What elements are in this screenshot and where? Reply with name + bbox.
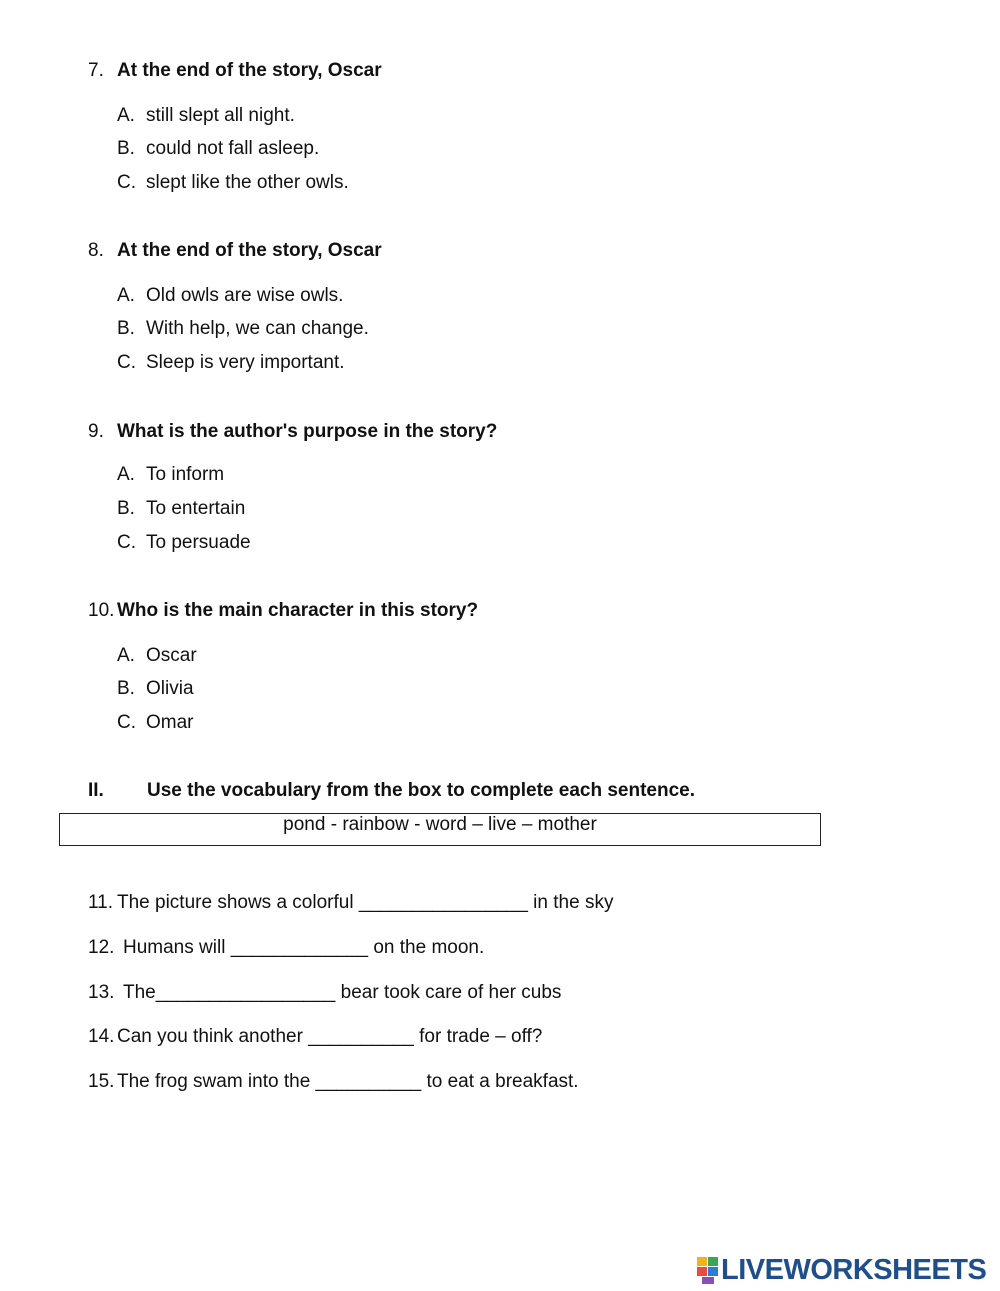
- question-9-number: 9.: [88, 421, 104, 442]
- sentence-12-number: 12.: [88, 937, 115, 958]
- question-10-number: 10.: [88, 600, 115, 621]
- q7-option-c[interactable]: slept like the other owls.: [146, 172, 349, 193]
- question-9-text: What is the author's purpose in the story?: [117, 421, 498, 442]
- q7-option-b[interactable]: could not fall asleep.: [146, 138, 320, 159]
- sentence-12-text[interactable]: Humans will _____________ on the moon.: [123, 937, 485, 958]
- sentence-11-number: 11.: [88, 892, 114, 913]
- q8-option-b-letter: B.: [117, 318, 135, 339]
- section-2-title: Use the vocabulary from the box to complete each sentence.: [147, 780, 695, 801]
- q10-option-c[interactable]: Omar: [146, 712, 194, 733]
- q8-option-a[interactable]: Old owls are wise owls.: [146, 285, 344, 306]
- q10-option-c-letter: C.: [117, 712, 136, 733]
- sentence-14-number: 14.: [88, 1026, 115, 1047]
- q10-option-b[interactable]: Olivia: [146, 678, 194, 699]
- q10-option-b-letter: B.: [117, 678, 135, 699]
- q7-option-a[interactable]: still slept all night.: [146, 105, 295, 126]
- q7-option-b-letter: B.: [117, 138, 135, 159]
- question-8-text: At the end of the story, Oscar: [117, 240, 382, 261]
- q9-option-a[interactable]: To inform: [146, 464, 225, 485]
- q7-option-a-letter: A.: [117, 105, 135, 126]
- sentence-13-number: 13.: [88, 982, 115, 1003]
- logo-text: LIVEWORKSHEETS: [721, 1253, 987, 1286]
- sentence-14-text[interactable]: Can you think another __________ for trade – off?: [117, 1026, 543, 1047]
- sentence-15-text[interactable]: The frog swam into the __________ to eat a breakfast.: [117, 1071, 579, 1092]
- question-7-number: 7.: [88, 60, 104, 81]
- vocabulary-box: [59, 813, 821, 846]
- liveworksheets-logo: [697, 1253, 986, 1287]
- q9-option-b-letter: B.: [117, 498, 135, 519]
- q9-option-a-letter: A.: [117, 464, 135, 485]
- q8-option-c[interactable]: Sleep is very important.: [146, 352, 345, 373]
- sentence-13-text[interactable]: The_________________ bear took care of her cubs: [123, 982, 562, 1003]
- sentence-15-number: 15.: [88, 1071, 115, 1092]
- logo-cubes-icon: [697, 1255, 719, 1285]
- vocabulary-words: pond - rainbow - word – live – mother: [283, 814, 597, 835]
- q8-option-c-letter: C.: [117, 352, 136, 373]
- question-10-text: Who is the main character in this story?: [117, 600, 479, 621]
- q10-option-a-letter: A.: [117, 645, 135, 666]
- question-8-number: 8.: [88, 240, 104, 261]
- question-7-text: At the end of the story, Oscar: [117, 60, 382, 81]
- q9-option-b[interactable]: To entertain: [146, 498, 246, 519]
- q9-option-c-letter: C.: [117, 532, 136, 553]
- section-2-numeral: II.: [88, 780, 104, 801]
- q8-option-a-letter: A.: [117, 285, 135, 306]
- sentence-11-text[interactable]: The picture shows a colorful ________________ in the sky: [117, 892, 614, 913]
- q9-option-c[interactable]: To persuade: [146, 532, 251, 553]
- q7-option-c-letter: C.: [117, 172, 136, 193]
- q8-option-b[interactable]: With help, we can change.: [146, 318, 369, 339]
- q10-option-a[interactable]: Oscar: [146, 645, 197, 666]
